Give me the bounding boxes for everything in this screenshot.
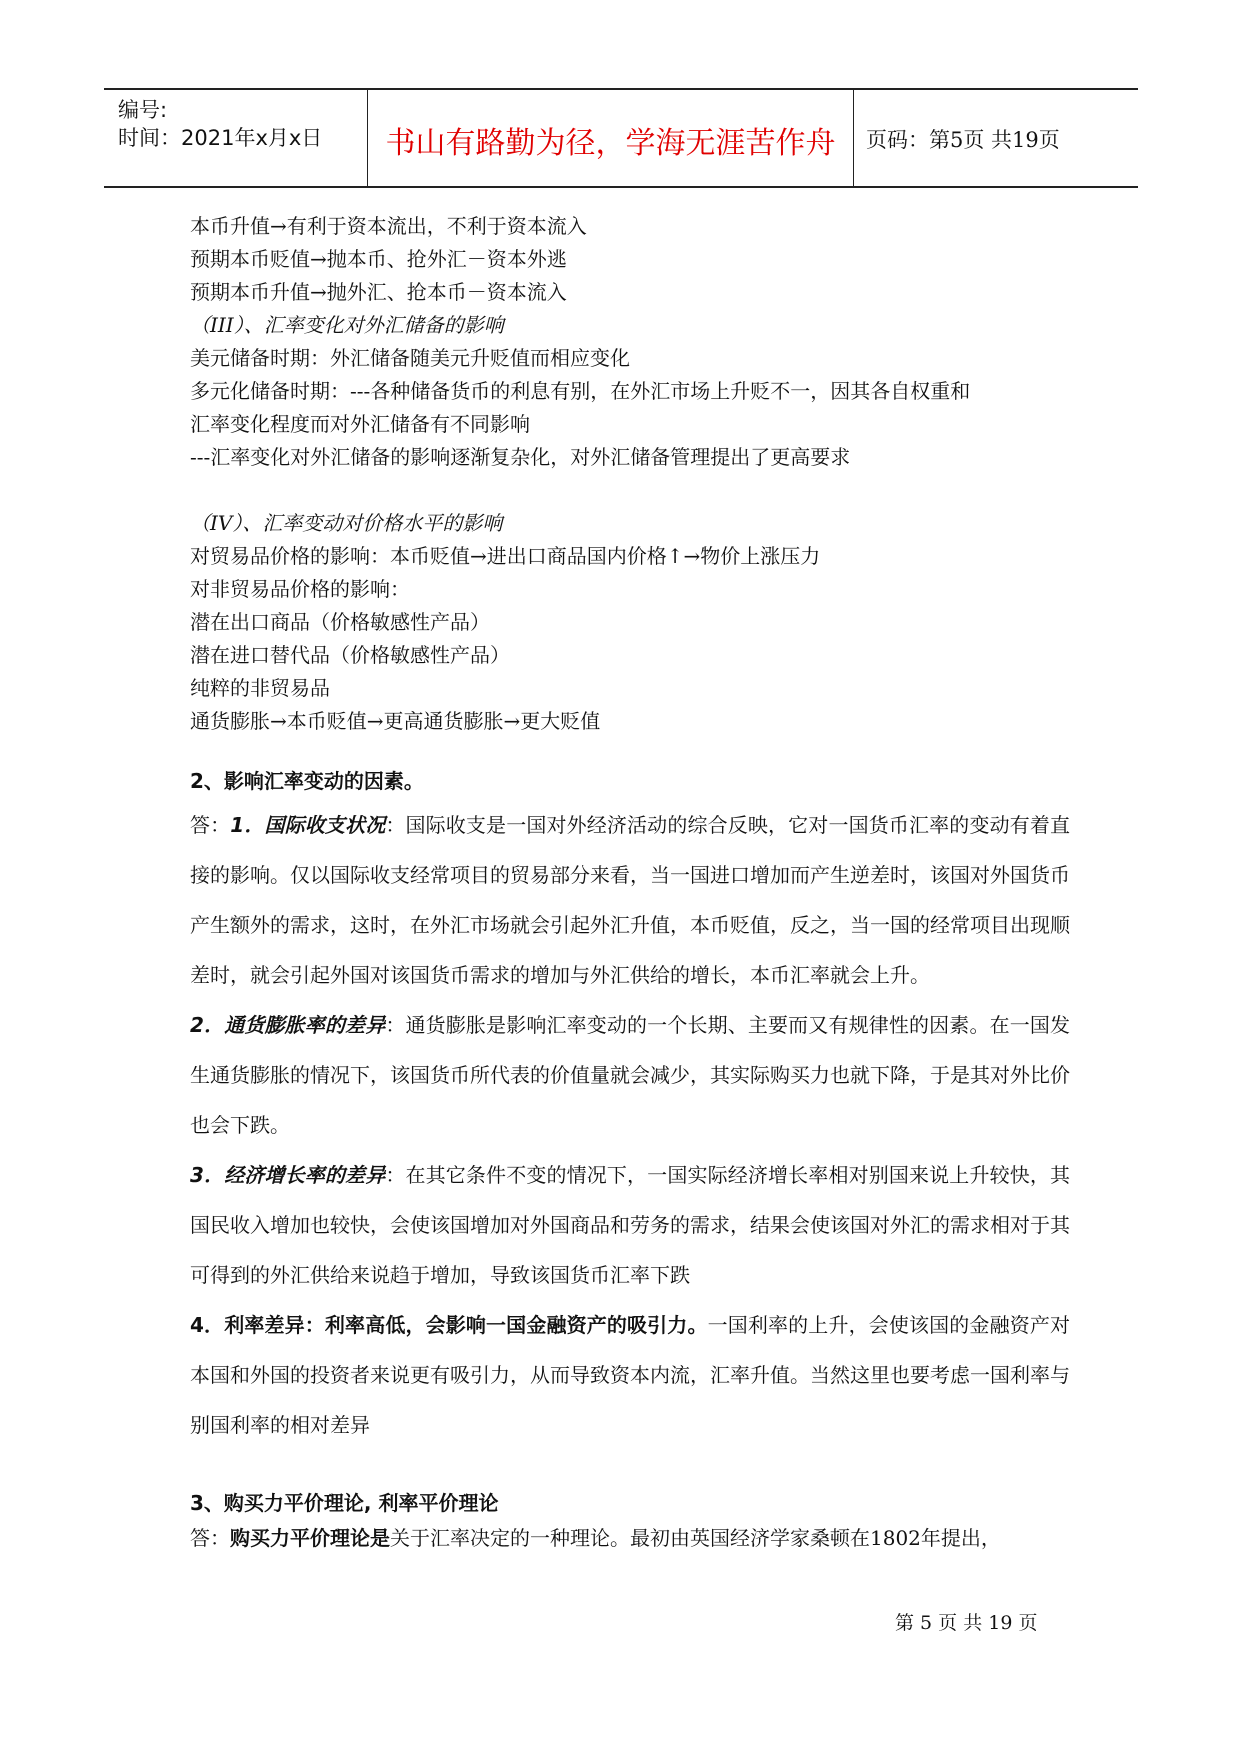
factor-4-text: 一国利率的上升，会使该国的金融资产对本国和外国的投资者来说更有吸引力，从而导致资本内流，汇率升值。当然这里也要考虑一国利率与别国利率的相对差异 [190, 1313, 1070, 1437]
body-line: 美元储备时期：外汇储备随美元升贬值而相应变化 [190, 346, 630, 370]
section-heading-iii: （III）、汇率变化对外汇储备的影响 [190, 313, 504, 337]
body-line: 纯粹的非贸易品 [190, 676, 330, 700]
document-time-label: 时间：2021年x月x日 [118, 126, 323, 150]
document-number-label: 编号: [118, 98, 168, 122]
body-line: 预期本币升值→抛外汇、抢本币－资本流入 [190, 280, 567, 304]
factor-2-text: ：通货膨胀是影响汇率变动的一个长期、主要而又有规律性的因素。在一国发生通货膨胀的情况下，该国货币所代表的价值量就会减少，其实际购买力也就下降，于是其对外比价也会下跌。 [190, 1013, 1071, 1137]
body-line: 本币升值→有利于资本流出，不利于资本流入 [190, 214, 587, 238]
body-line: 预期本币贬值→抛本币、抢外汇－资本外逃 [190, 247, 567, 271]
factor-4-title: 4．利率差异：利率高低，会影响一国金融资产的吸引力。 [190, 1313, 708, 1337]
answer-paragraph-2 [190, 1000, 1070, 1150]
header-left-cell [104, 90, 368, 186]
body-line: 潜在出口商品（价格敏感性产品） [190, 610, 490, 634]
body-line: 对非贸易品价格的影响： [190, 577, 410, 601]
answer-prefix: 答： [190, 1526, 230, 1550]
factor-3-text: ：在其它条件不变的情况下，一国实际经济增长率相对别国来说上升较快，其国民收入增加也较快，会使该国增加对外国商品和劳务的需求，结果会使该国对外汇的需求相对于其可得到的外汇供给来说趋于增加，导致该国货币汇率下跌 [190, 1163, 1071, 1287]
body-line: 汇率变化程度而对外汇储备有不同影响 [190, 412, 530, 436]
body-line: 对贸易品价格的影响：本币贬值→进出口商品国内价格↑→物价上涨压力 [190, 544, 821, 568]
ppp-term: 购买力平价理论是 [230, 1526, 390, 1550]
document-body [190, 210, 1070, 1555]
page-footer: 第 5 页 共 19 页 [895, 1612, 1038, 1634]
body-line: ---汇率变化对外汇储备的影响逐渐复杂化，对外汇储备管理提出了更高要求 [190, 445, 851, 469]
answer-paragraph-q3 [190, 1522, 1070, 1555]
header-page-label: 页码：第5页 共19页 [866, 128, 1060, 152]
body-line: 潜在进口替代品（价格敏感性产品） [190, 643, 510, 667]
header-middle-cell [368, 90, 854, 186]
factor-2-title: 2．通货膨胀率的差异 [190, 1013, 386, 1037]
answer-paragraph-4 [190, 1300, 1070, 1450]
question-3-title: 3、购买力平价理论, 利率平价理论 [190, 1491, 499, 1515]
header-motto: 书山有路勤为径，学海无涯苦作舟 [385, 126, 836, 161]
header-table [104, 88, 1138, 188]
factor-3-title: 3．经济增长率的差异 [190, 1163, 386, 1187]
answer-paragraph-1 [190, 800, 1070, 1000]
factor-1-title: 1．国际收支状况 [230, 813, 386, 837]
question-2-title: 2、影响汇率变动的因素。 [190, 769, 424, 793]
header-right-cell [854, 90, 1138, 186]
answer-prefix: 答： [190, 813, 231, 837]
section-heading-iv: （IV）、汇率变动对价格水平的影响 [190, 511, 503, 535]
factor-1-text: ：国际收支是一国对外经济活动的综合反映，它对一国货币汇率的变动有着直接的影响。仅以国际收支经常项目的贸易部分来看，当一国进口增加而产生逆差时，该国对外国货币产生额外的需求，这时，在外汇市场就会引起外汇升值，本币贬值，反之，当一国的经常项目出现顺差时，就会引起外国对该国货币需求的增加与外汇供给的增长，本币汇率就会上升。 [190, 813, 1071, 987]
answer-paragraph-3 [190, 1150, 1070, 1300]
ppp-text: 关于汇率决定的一种理论。最初由英国经济学家桑顿在1802年提出， [390, 1526, 1001, 1550]
body-line: 多元化储备时期：---各种储备货币的利息有别，在外汇市场上升贬不一，因其各自权重和 [190, 379, 971, 403]
body-line: 通货膨胀→本币贬值→更高通货膨胀→更大贬值 [190, 709, 601, 733]
